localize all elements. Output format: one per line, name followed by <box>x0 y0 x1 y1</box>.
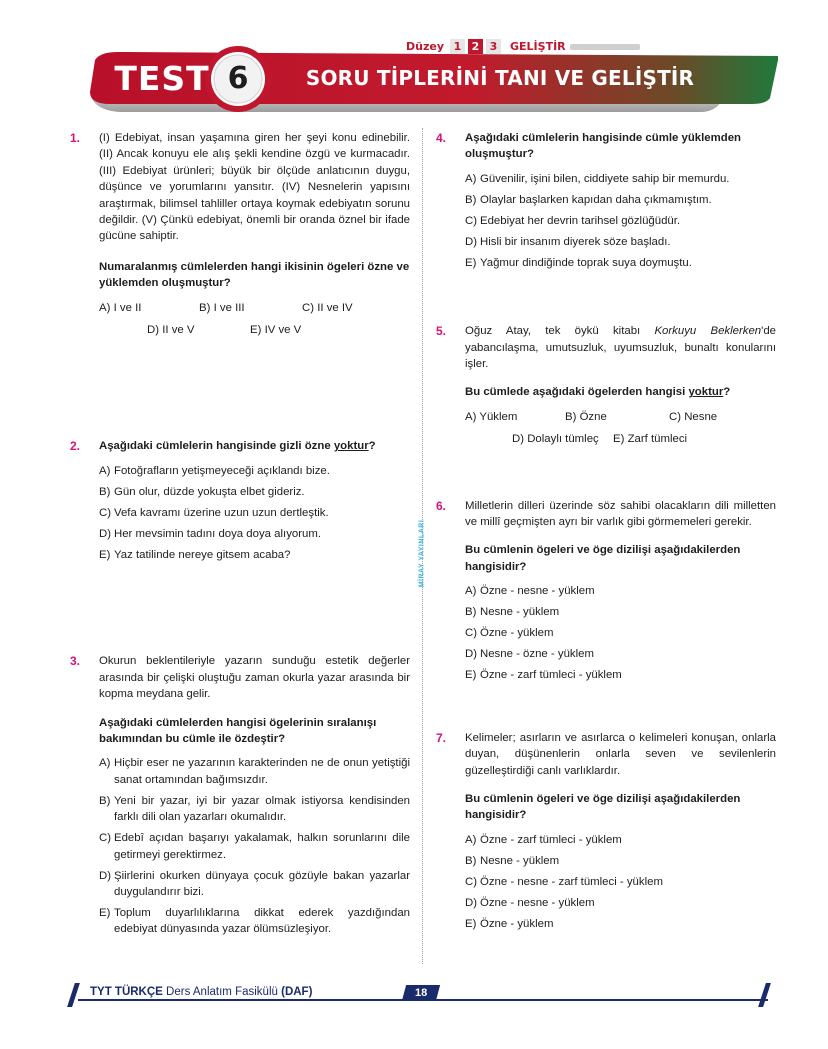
question-stem: (I) Edebiyat, insan yaşamına giren her şeyi konu edinebilir. (II) Ancak konuyu ele alış şekli kendine özgü ve kurmacadır. (III) Edebiyat ürünleri; büyük bir ölçüde anlatıcının duygu, düşünce ve yorumlarını yansıtır. (IV) Nesnelerin yapısını araştırmak, bilimsel tahliller ortaya koymak edebiyatın sorunu değildir. (V) Çünkü edebiyat, önemli bir oranda öznel bir ifade gücüne sahiptir. <box>99 132 410 243</box>
right-column <box>436 130 776 937</box>
level-3: 3 <box>486 39 501 54</box>
question-4 <box>436 130 776 271</box>
option-a[interactable]: A) Fotoğrafların yetişmeyeceği açıklandı bize. <box>99 464 330 477</box>
question-stem: Oğuz Atay, tek öykü kitabı Korkuyu Beklerken'de yabancılaşma, umutsuzluk, uyumsuzluk, bunaltı konularını işler. <box>465 325 777 371</box>
option-b[interactable]: B) Nesne - yüklem <box>465 854 560 867</box>
footer-slash-left <box>67 983 80 1007</box>
question-6 <box>436 498 776 684</box>
question-stem: Kelimeler; asırların ve asırlarca o kelimeleri konuşan, onlarla duyan, düşünenlerin onlarla seven ve sevilenlerin güzelleştirdiği canlı varlıklardır. <box>465 731 776 777</box>
question-prompt: Bu cümlenin ögeleri ve öge dizilişi aşağıdakilerden hangisidir? <box>465 792 741 822</box>
option-e[interactable]: E) Zarf tümleci <box>613 433 688 446</box>
option-c[interactable]: C) Nesne <box>669 410 718 423</box>
test-label: TEST <box>114 59 210 98</box>
question-number: 4. <box>436 131 447 145</box>
question-number: 3. <box>70 654 81 669</box>
option-c[interactable]: C) Edebî açıdan başarıyı yakalamak, halkın sorunlarını dile getirmeyi gerektirmez. <box>99 832 410 861</box>
page-number: 18 <box>402 985 440 1001</box>
option-d[interactable]: D) Hisli bir insanım diyerek söze başladı. <box>465 235 671 248</box>
question-stem: Milletlerin dilleri üzerinde söz sahibi olacakların dili milletten ve millî geçmişten ayrı bir varlık gibi görmemeleri gerekir. <box>465 499 776 529</box>
option-e[interactable]: E) Özne - zarf tümleci - yüklem <box>465 669 622 682</box>
question-prompt: Aşağıdaki cümlelerin hangisinde cümle yüklemden oluşmuştur? <box>465 132 741 161</box>
option-d[interactable]: D) II ve V <box>147 324 195 337</box>
level-label: Düzey <box>406 40 444 53</box>
question-number: 6. <box>436 498 447 513</box>
question-prompt: Numaralanmış cümlelerden hangi ikisinin ögeleri özne ve yüklemden oluşmuştur? <box>99 260 410 290</box>
question-prompt: Aşağıdaki cümlelerden hangisi ögelerinin sıralanışı bakımından bu cümle ile özdeştir? <box>99 716 377 745</box>
option-a[interactable]: A) I ve II <box>99 301 142 314</box>
question-number: 2. <box>70 439 81 454</box>
question-prompt: Aşağıdaki cümlelerin hangisinde gizli özne yoktur? <box>99 440 376 453</box>
footer-course <box>90 986 312 998</box>
left-column <box>70 130 410 942</box>
option-b[interactable]: B) Yeni bir yazar, iyi bir yazar olmak istiyorsa kendisinden farklı dili olan yazarları okumalıdır. <box>99 794 410 824</box>
answer-options <box>465 832 776 932</box>
footer-code: (DAF) <box>281 986 313 998</box>
option-a[interactable]: A) Özne - nesne - yüklem <box>465 585 595 598</box>
question-5 <box>436 323 776 447</box>
side-brand <box>412 500 432 620</box>
question-number: 1. <box>70 131 81 145</box>
option-e[interactable]: E) Yaz tatilinde nereye gitsem acaba? <box>99 548 291 561</box>
option-c[interactable]: C) Özne - nesne - zarf tümleci - yüklem <box>465 875 663 888</box>
level-2: 2 <box>468 39 483 54</box>
option-e[interactable]: E) Toplum duyarlılıklarına dikkat ederek yazdığından edebiyat dünyasında yazar ölümsüzleşiyor. <box>99 906 410 936</box>
answer-options <box>99 755 410 937</box>
footer-course-name: TYT TÜRKÇE <box>90 986 163 998</box>
option-a[interactable]: A) Yüklem <box>465 410 518 423</box>
option-d[interactable]: D) Dolaylı tümleç <box>512 433 599 446</box>
question-2 <box>70 438 410 563</box>
answer-options <box>99 300 410 339</box>
page-title: SORU TİPLERİNİ TANI VE GELİŞTİR <box>305 66 695 90</box>
option-b[interactable]: B) Özne <box>565 410 607 423</box>
option-b[interactable]: B) Olaylar başlarken kapıdan daha çıkmamıştım. <box>465 193 712 206</box>
side-brand-text: MİRAY YAYINLARI <box>418 519 426 588</box>
question-7 <box>436 730 776 932</box>
question-1 <box>70 130 410 338</box>
answer-options <box>465 409 776 448</box>
option-d[interactable]: D) Nesne - özne - yüklem <box>465 648 594 661</box>
level-action: GELİŞTİR <box>510 40 566 53</box>
question-3 <box>70 653 410 937</box>
option-b[interactable]: B) Gün olur, düzde yokuşta elbet gideriz. <box>99 485 305 498</box>
option-e[interactable]: E) Özne - yüklem <box>465 917 554 930</box>
footer-subtitle: Ders Anlatım Fasikülü <box>166 986 278 998</box>
option-c[interactable]: C) II ve IV <box>302 301 353 314</box>
test-number: 6 <box>227 61 249 96</box>
answer-options <box>99 463 410 563</box>
option-a[interactable]: A) Özne - zarf tümleci - yüklem <box>465 833 622 846</box>
option-b[interactable]: B) Nesne - yüklem <box>465 606 560 619</box>
question-number: 5. <box>436 324 447 339</box>
level-1: 1 <box>450 39 465 54</box>
option-e[interactable]: E) Yağmur dindiğinde toprak suya doymuştu. <box>465 256 692 269</box>
option-c[interactable]: C) Vefa kavramı üzerine uzun uzun dertleştik. <box>99 506 329 519</box>
option-b[interactable]: B) I ve III <box>199 301 245 314</box>
question-number: 7. <box>436 730 447 745</box>
option-d[interactable]: D) Her mevsimin tadını doya doya alıyorum. <box>99 527 322 540</box>
option-c[interactable]: C) Özne - yüklem <box>465 627 554 640</box>
answer-options <box>465 171 776 271</box>
question-prompt: Bu cümlede aşağıdaki ögelerden hangisi yoktur? <box>465 386 731 399</box>
answer-options <box>465 583 776 683</box>
option-c[interactable]: C) Edebiyat her devrin tarihsel gözlüğüdür. <box>465 214 681 227</box>
question-prompt: Bu cümlenin ögeleri ve öge dizilişi aşağıdakilerden hangisidir? <box>465 544 741 573</box>
option-d[interactable]: D) Şiirlerini okurken dünyaya çocuk gözüyle bakan yazarlar duygulandırır bizi. <box>99 869 410 898</box>
option-e[interactable]: E) IV ve V <box>250 324 302 337</box>
option-d[interactable]: D) Özne - nesne - yüklem <box>465 896 595 909</box>
option-a[interactable]: A) Güvenilir, işini bilen, ciddiyete sahip bir memurdu. <box>465 172 730 185</box>
footer-slash-right <box>758 983 771 1007</box>
question-stem: Okurun beklentileriyle yazarın sunduğu estetik değerler arasında bir çelişki oluştuğu zaman okurla yazar arasında bir kopma meydana gelir. <box>99 655 410 701</box>
option-a[interactable]: A) Hiçbir eser ne yazarının karakterinden ne de onun yetiştiği sanat ortamından bağımsızdır. <box>99 757 410 786</box>
